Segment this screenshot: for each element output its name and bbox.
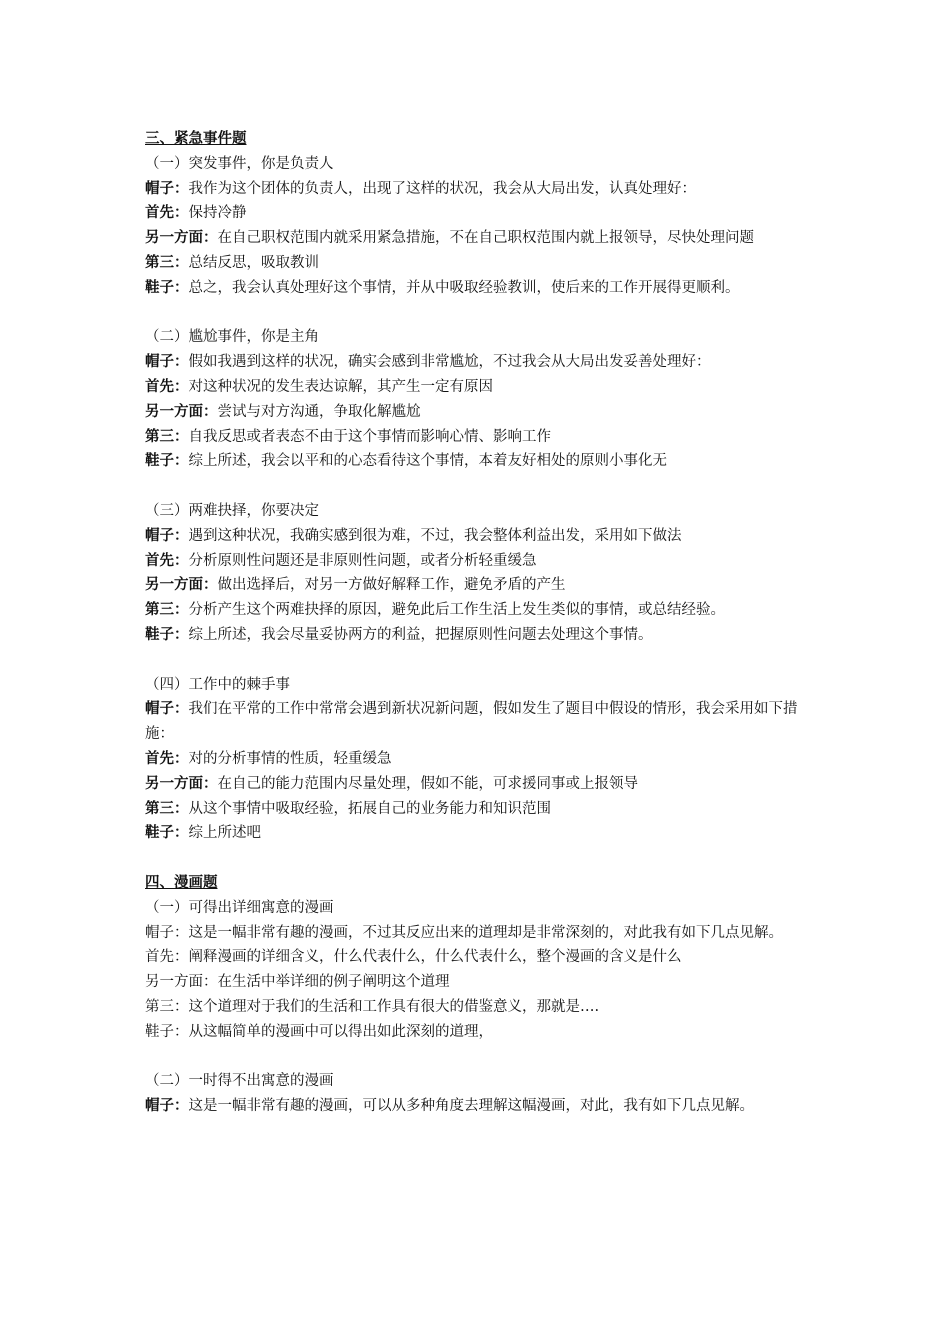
line-label: 鞋子： [145,625,189,643]
subsection-title: （二）尴尬事件，你是主角 [145,329,319,346]
paragraph-line [145,821,815,846]
line-label: 鞋子： [145,452,189,470]
line-text: 遇到这种状况，我确实感到很为难，不过，我会整体利益出发，采用如下做法 [188,527,682,544]
line-label: 另一方面： [145,774,218,792]
paragraph-line [145,177,815,202]
paragraph-line [145,747,815,772]
line-label: 鞋子： [145,278,189,296]
line-text: 假如我遇到这样的状况，确实会感到非常尴尬，不过我会从大局出发妥善处理好： [188,354,711,371]
document-body [145,127,815,1119]
line-text: 总结反思，吸取教训 [188,254,319,271]
subsection-title: （一）可得出详细寓意的漫画 [145,899,334,916]
blank-line [145,1044,815,1069]
paragraph-line [145,772,815,797]
paragraph-line [145,549,815,574]
paragraph-line: 首先：阐释漫画的详细含义，什么代表什么，什么代表什么，整个漫画的含义是什么 [145,949,682,966]
line-text: 综上所述，我会以平和的心态看待这个事情，本着友好相处的原则小事化无 [188,453,667,470]
line-text: 我作为这个团体的负责人，出现了这样的状况，我会从大局出发，认真处理好： [188,180,696,197]
line-text: 综上所述吧 [188,825,261,842]
line-label: 第三： [145,601,189,619]
line-label: 首先： [145,749,189,767]
line-text: 从这个事情中吸取经验，拓展自己的业务能力和知识范围 [188,800,551,817]
paragraph-line [145,524,815,549]
paragraph-line: 帽子：这是一幅非常有趣的漫画，不过其反应出来的道理却是非常深刻的，对此我有如下几点见解。 [145,924,783,941]
paragraph-line [145,226,815,251]
paragraph-line: 第三：这个道理对于我们的生活和工作具有很大的借鉴意义，那就是…. [145,998,600,1015]
section-heading: 四、漫画题 [145,873,218,891]
line-text: 保持冷静 [188,205,247,222]
blank-line [145,301,815,326]
line-label: 第三： [145,253,189,271]
line-label: 首先： [145,204,189,222]
line-label: 帽子： [145,179,189,197]
line-label: 帽子： [145,700,189,718]
line-text: 分析产生这个两难抉择的原因，避免此后工作生活上发生类似的事情，或总结经验。 [188,602,725,619]
paragraph-line [145,201,815,226]
subsection-title: （四）工作中的棘手事 [145,676,290,693]
paragraph-line: 另一方面：在生活中举详细的例子阐明这个道理 [145,974,450,991]
subsection-title: （一）突发事件，你是负责人 [145,155,334,172]
line-text: 总之，我会认真处理好这个事情，并从中吸取经验教训，使后来的工作开展得更顺利。 [188,279,740,296]
line-text: 综上所述，我会尽量妥协两方的利益，把握原则性问题去处理这个事情。 [188,626,653,643]
line-label: 帽子： [145,353,189,371]
blank-line [145,474,815,499]
paragraph-line [145,400,815,425]
line-label: 帽子： [145,526,189,544]
paragraph-line [145,251,815,276]
blank-line [145,648,815,673]
paragraph-line [145,697,815,747]
paragraph-line [145,375,815,400]
line-text: 我们在平常的工作中常常会遇到新状况新问题，假如发生了题目中假设的情形，我会采用如下措施： [145,701,798,743]
line-label: 首先： [145,551,189,569]
line-label: 另一方面： [145,402,218,420]
line-label: 另一方面： [145,576,218,594]
line-text: 尝试与对方沟通，争取化解尴尬 [217,403,421,420]
line-text: 对的分析事情的性质，轻重缓急 [188,750,392,767]
paragraph-line [145,276,815,301]
line-text: 在自己职权范围内就采用紧急措施，不在自己职权范围内就上报领导，尽快处理问题 [217,230,754,247]
line-label: 帽子： [145,1097,189,1115]
line-label: 首先： [145,377,189,395]
subsection-title: （三）两难抉择，你要决定 [145,502,319,519]
paragraph-line [145,350,815,375]
line-label: 鞋子： [145,824,189,842]
line-label: 第三： [145,427,189,445]
line-text: 分析原则性问题还是非原则性问题，或者分析轻重缓急 [188,552,537,569]
line-label: 另一方面： [145,229,218,247]
paragraph-line [145,797,815,822]
blank-line [145,846,815,871]
section-heading: 三、紧急事件题 [145,130,247,147]
paragraph-line [145,623,815,648]
paragraph-line [145,449,815,474]
paragraph-line [145,573,815,598]
paragraph-line: 鞋子：从这幅简单的漫画中可以得出如此深刻的道理， [145,1023,493,1040]
line-text: 对这种状况的发生表达谅解，其产生一定有原因 [188,378,493,395]
line-text: 做出选择后，对另一方做好解释工作，避免矛盾的产生 [217,577,566,594]
line-text: 在自己的能力范围内尽量处理，假如不能，可求援同事或上报领导 [217,775,638,792]
paragraph-line [145,425,815,450]
line-text: 自我反思或者表态不由于这个事情而影响心情、影响工作 [188,428,551,445]
line-text: 这是一幅非常有趣的漫画，可以从多种角度去理解这幅漫画，对此，我有如下几点见解。 [188,1098,754,1115]
line-label: 第三： [145,799,189,817]
paragraph-line [145,598,815,623]
subsection-title: （二）一时得不出寓意的漫画 [145,1073,334,1090]
paragraph-line [145,1094,815,1119]
